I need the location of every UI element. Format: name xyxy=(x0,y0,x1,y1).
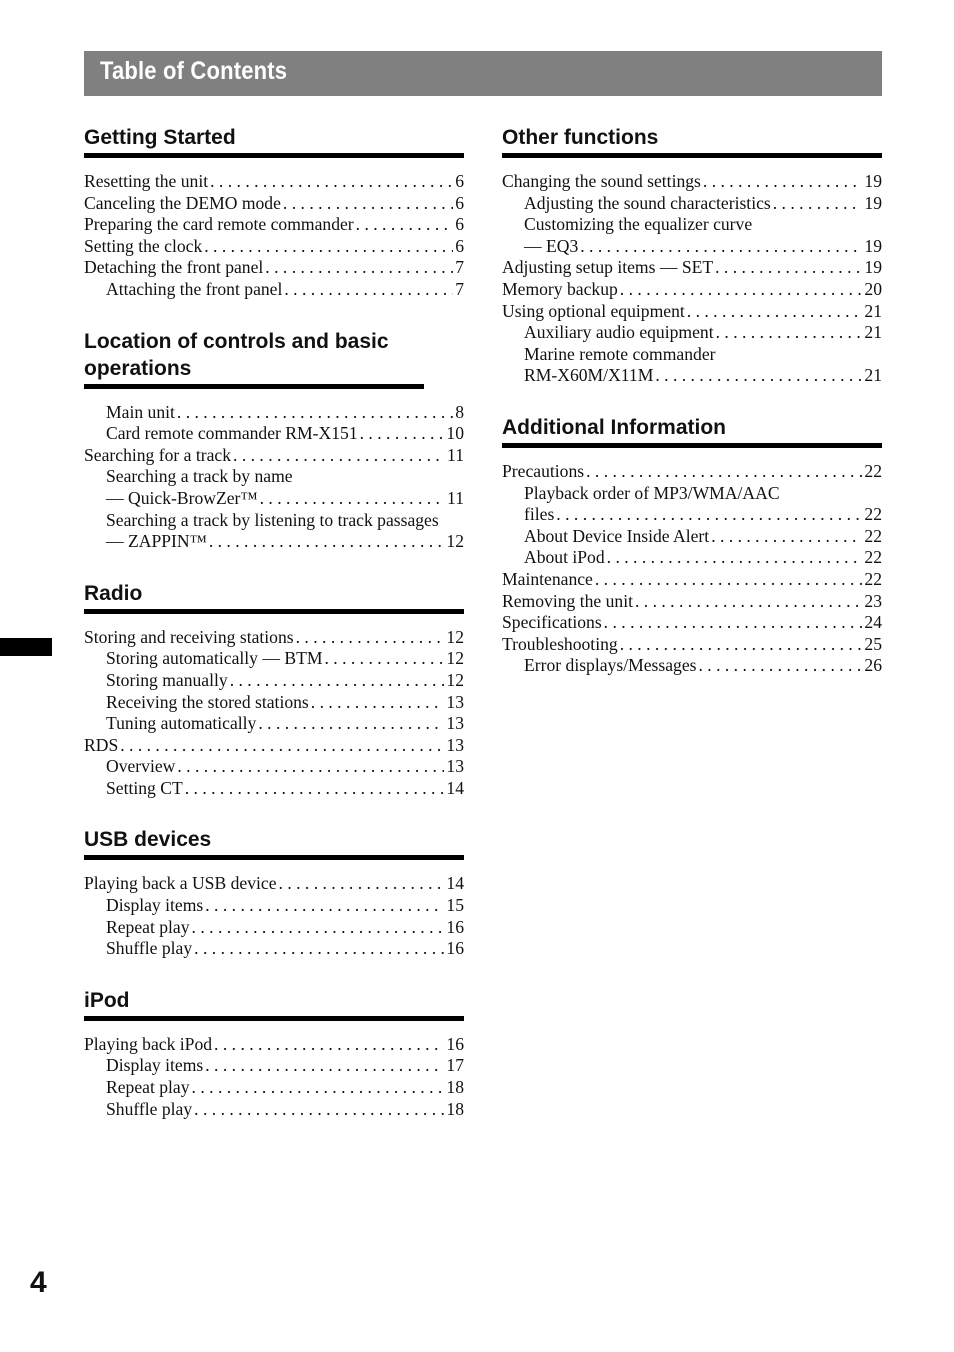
toc-entry[interactable] xyxy=(502,322,882,344)
toc-entry-title: Display items xyxy=(106,1055,204,1076)
toc-entry-title: Card remote commander RM-X151 xyxy=(106,423,358,444)
dot-leader xyxy=(620,634,863,656)
toc-entry-page: 23 xyxy=(864,590,882,611)
toc-entry-page: 21 xyxy=(864,322,882,343)
toc-entry-title: Display items xyxy=(106,895,204,916)
toc-entry-title: Attaching the front panel xyxy=(106,278,283,299)
dot-leader xyxy=(311,692,445,714)
dot-leader xyxy=(233,445,445,467)
toc-entry-title: Setting CT xyxy=(106,777,183,798)
toc-entry-page: 22 xyxy=(864,568,882,589)
dot-leader xyxy=(620,279,863,301)
dot-leader xyxy=(192,917,445,939)
toc-entry-title: Overview xyxy=(106,756,176,777)
toc-entry[interactable] xyxy=(84,1099,464,1121)
toc-entry-title: Adjusting the sound characteristics xyxy=(524,192,771,213)
toc-entry-page: 11 xyxy=(447,444,464,465)
dot-leader xyxy=(177,756,444,778)
toc-entry-page: 12 xyxy=(446,531,464,552)
dot-leader xyxy=(595,569,863,591)
toc-entry[interactable] xyxy=(502,504,882,526)
toc-entry[interactable] xyxy=(84,873,464,895)
toc-entry-page: 14 xyxy=(446,873,464,894)
toc-entry[interactable] xyxy=(502,365,882,387)
toc-entry-title: Playing back iPod xyxy=(84,1033,213,1054)
toc-entry-title: Setting the clock xyxy=(84,235,203,256)
section-heading: Getting Started xyxy=(84,124,464,158)
toc-entry-title: About iPod xyxy=(524,547,605,568)
toc-entry-title: — EQ3 xyxy=(524,235,579,256)
section-getting-started xyxy=(84,124,464,301)
toc-entry-title: Memory backup xyxy=(502,278,618,299)
toc-entry-page: 22 xyxy=(864,460,882,481)
toc-entry-title: Receiving the stored stations xyxy=(106,691,309,712)
dot-leader xyxy=(209,531,445,553)
toc-entry[interactable] xyxy=(502,193,882,215)
dot-leader xyxy=(773,193,863,215)
dot-leader xyxy=(716,322,863,344)
header-banner xyxy=(84,51,882,96)
toc-entry-page: 6 xyxy=(455,171,464,191)
toc-entry[interactable] xyxy=(502,547,882,569)
toc-entry[interactable] xyxy=(502,214,882,236)
dot-leader xyxy=(120,735,444,757)
toc-entry-page: 22 xyxy=(864,525,882,546)
dot-leader xyxy=(586,461,862,483)
toc-entry[interactable] xyxy=(84,938,464,960)
toc-entry-title: Using optional equipment xyxy=(502,300,685,321)
toc-entry-title: Error displays/Messages xyxy=(524,655,697,676)
dot-leader xyxy=(205,1055,444,1077)
toc-entry-page: 10 xyxy=(446,423,464,444)
dot-leader xyxy=(284,279,453,301)
toc-entry-title: Shuffle play xyxy=(106,938,193,959)
toc-entry-title: Main unit xyxy=(106,401,175,422)
toc-entry[interactable] xyxy=(502,344,882,366)
toc-entry[interactable] xyxy=(84,510,464,532)
toc-entry-title: — Quick-BrowZer™ xyxy=(106,487,258,508)
toc-entry-title: Specifications xyxy=(502,612,602,633)
toc-entry-title: Canceling the DEMO mode xyxy=(84,192,281,213)
toc-entry-title: Detaching the front panel xyxy=(84,257,264,278)
toc-entry-title: Storing and receiving stations xyxy=(84,626,294,647)
toc-entry[interactable] xyxy=(84,756,464,778)
section-heading: iPod xyxy=(84,987,464,1021)
dot-leader xyxy=(711,526,862,548)
right-column xyxy=(502,124,882,704)
toc-entry[interactable] xyxy=(84,423,464,445)
toc-entry[interactable] xyxy=(84,193,464,215)
dot-leader xyxy=(296,627,445,649)
toc-entry-title: Repeat play xyxy=(106,1077,190,1098)
dot-leader xyxy=(177,402,453,424)
toc-entry[interactable] xyxy=(84,778,464,800)
toc-entry[interactable] xyxy=(84,279,464,301)
toc-entry-title: About Device Inside Alert xyxy=(524,525,710,546)
toc-entry-title: Removing the unit xyxy=(502,590,633,611)
toc-entry[interactable] xyxy=(84,1077,464,1099)
toc-entry-title: Preparing the card remote commander xyxy=(84,214,354,235)
toc-entry[interactable] xyxy=(502,171,882,193)
dot-leader xyxy=(556,504,862,526)
dot-leader xyxy=(205,895,444,917)
toc-entry-page: 13 xyxy=(446,734,464,755)
toc-entry-page: 26 xyxy=(864,655,882,676)
toc-entry-title: Maintenance xyxy=(502,568,593,589)
toc-entry[interactable] xyxy=(84,713,464,735)
toc-entry-title: Searching a track by name xyxy=(106,466,293,487)
dot-leader xyxy=(698,655,862,677)
toc-entry-page: 7 xyxy=(455,278,464,299)
toc-entry[interactable] xyxy=(84,445,464,467)
toc-entry-page: 7 xyxy=(455,257,464,278)
dot-leader xyxy=(194,938,444,960)
toc-entry-page: 12 xyxy=(446,648,464,669)
dot-leader xyxy=(715,257,862,279)
toc-entry-page: 25 xyxy=(864,633,882,654)
toc-entry[interactable] xyxy=(502,526,882,548)
section-location-of-controls-and-basic-operations xyxy=(84,328,464,553)
section-heading: Location of controls and basic operations xyxy=(84,328,424,389)
dot-leader xyxy=(204,236,453,258)
toc-entry-title: Searching a track by listening to track passages xyxy=(106,509,439,530)
section-heading: Additional Information xyxy=(502,414,882,448)
toc-entry[interactable] xyxy=(502,301,882,323)
dot-leader xyxy=(192,1077,445,1099)
toc-entry-page: 6 xyxy=(455,235,464,256)
toc-entry-title: Customizing the equalizer curve xyxy=(524,214,753,235)
toc-entry-page: 13 xyxy=(446,691,464,712)
dot-leader xyxy=(265,257,453,279)
toc-entry[interactable] xyxy=(502,655,882,677)
toc-entry-page: 16 xyxy=(446,938,464,959)
dot-leader xyxy=(635,591,862,613)
toc-entry-title: Resetting the unit xyxy=(84,171,209,191)
toc-entry[interactable] xyxy=(84,895,464,917)
dot-leader xyxy=(185,778,445,800)
toc-entry[interactable] xyxy=(84,648,464,670)
toc-entry-title: files xyxy=(524,504,555,525)
toc-entry[interactable] xyxy=(502,461,882,483)
dot-leader xyxy=(258,713,444,735)
dot-leader xyxy=(194,1099,444,1121)
toc-entry-title: Adjusting setup items — SET xyxy=(502,257,714,278)
toc-entry-page: 17 xyxy=(446,1055,464,1076)
section-ipod xyxy=(84,987,464,1120)
section-heading: Other functions xyxy=(502,124,882,158)
toc-entry[interactable] xyxy=(502,257,882,279)
toc-entry[interactable] xyxy=(502,279,882,301)
toc-entry[interactable] xyxy=(84,531,464,553)
side-tab-marker xyxy=(0,638,52,656)
toc-entry-title: Precautions xyxy=(502,460,585,481)
toc-entry-title: RDS xyxy=(84,734,119,755)
toc-entry-page: 6 xyxy=(455,192,464,213)
toc-entry[interactable] xyxy=(84,1055,464,1077)
toc-entry-title: — ZAPPIN™ xyxy=(106,531,207,552)
dot-leader xyxy=(604,612,863,634)
page-title: Table of Contents xyxy=(100,57,288,85)
toc-entry[interactable] xyxy=(84,692,464,714)
toc-entry[interactable] xyxy=(84,402,464,424)
toc-entry[interactable] xyxy=(502,612,882,634)
toc-entry[interactable] xyxy=(84,236,464,258)
toc-entry-title: Shuffle play xyxy=(106,1098,193,1119)
dot-leader xyxy=(214,1034,444,1056)
toc-entry[interactable] xyxy=(84,735,464,757)
toc-entry[interactable] xyxy=(502,569,882,591)
toc-entry-page: 13 xyxy=(446,756,464,777)
toc-entry[interactable] xyxy=(502,236,882,258)
toc-entry-page: 18 xyxy=(446,1077,464,1098)
toc-entry-title: Auxiliary audio equipment xyxy=(524,322,714,343)
toc-entry-page: 11 xyxy=(447,487,464,508)
toc-entry[interactable] xyxy=(84,627,464,649)
section-other-functions xyxy=(502,124,882,387)
toc-entry-page: 21 xyxy=(864,365,882,386)
toc-entry[interactable] xyxy=(84,917,464,939)
section-heading: USB devices xyxy=(84,826,464,860)
toc-entry[interactable] xyxy=(84,257,464,279)
left-column xyxy=(84,124,464,1147)
toc-entry[interactable] xyxy=(84,670,464,692)
toc-entry[interactable] xyxy=(502,591,882,613)
toc-entry-title: Searching for a track xyxy=(84,444,232,465)
toc-entry[interactable] xyxy=(84,1034,464,1056)
toc-entry-page: 22 xyxy=(864,504,882,525)
dot-leader xyxy=(655,365,862,387)
toc-entry-page: 21 xyxy=(864,300,882,321)
toc-entry-title: Repeat play xyxy=(106,916,190,937)
dot-leader xyxy=(360,423,445,445)
toc-entry[interactable] xyxy=(84,466,464,488)
toc-entry-title: Changing the sound settings xyxy=(502,171,701,191)
toc-entry-title: Tuning automatically xyxy=(106,713,257,734)
dot-leader xyxy=(324,648,444,670)
section-usb-devices xyxy=(84,826,464,959)
dot-leader xyxy=(703,171,863,193)
toc-entry-title: Playback order of MP3/WMA/AAC xyxy=(524,482,780,503)
toc-entry-page: 19 xyxy=(864,257,882,278)
toc-entry-title: Storing automatically — BTM xyxy=(106,648,323,669)
dot-leader xyxy=(580,236,862,258)
dot-leader xyxy=(230,670,445,692)
dot-leader xyxy=(260,488,445,510)
toc-entry-page: 20 xyxy=(864,278,882,299)
toc-entry-title: Playing back a USB device xyxy=(84,873,277,894)
toc-entry[interactable] xyxy=(84,488,464,510)
toc-entry[interactable] xyxy=(502,483,882,505)
toc-entry-page: 12 xyxy=(446,626,464,647)
toc-entry-title: Troubleshooting xyxy=(502,633,618,654)
toc-entry-page: 19 xyxy=(864,171,882,191)
toc-entry-page: 16 xyxy=(446,1033,464,1054)
toc-entry-title: Storing manually xyxy=(106,669,228,690)
toc-entry-page: 13 xyxy=(446,713,464,734)
toc-entry-page: 6 xyxy=(455,214,464,235)
toc-entry-page: 19 xyxy=(864,235,882,256)
dot-leader xyxy=(356,214,454,236)
toc-entry-page: 15 xyxy=(446,895,464,916)
toc-entry[interactable] xyxy=(84,214,464,236)
dot-leader xyxy=(283,193,453,215)
toc-entry-page: 16 xyxy=(446,916,464,937)
section-heading: Radio xyxy=(84,580,464,614)
toc-entry-title: RM-X60M/X11M xyxy=(524,365,654,386)
toc-entry-page: 18 xyxy=(446,1098,464,1119)
dot-leader xyxy=(607,547,863,569)
toc-entry[interactable] xyxy=(84,171,464,193)
dot-leader xyxy=(687,301,863,323)
section-radio xyxy=(84,580,464,800)
toc-entry-title: Marine remote commander xyxy=(524,343,716,364)
toc-entry-page: 12 xyxy=(446,669,464,690)
section-additional-information xyxy=(502,414,882,677)
toc-entry-page: 8 xyxy=(455,401,464,422)
dot-leader xyxy=(210,171,453,193)
toc-entry-page: 22 xyxy=(864,547,882,568)
toc-entry-page: 19 xyxy=(864,192,882,213)
toc-entry-page: 24 xyxy=(864,612,882,633)
dot-leader xyxy=(279,873,445,895)
toc-entry[interactable] xyxy=(502,634,882,656)
toc-entry-page: 14 xyxy=(446,777,464,798)
page-number: 4 xyxy=(30,1266,47,1299)
